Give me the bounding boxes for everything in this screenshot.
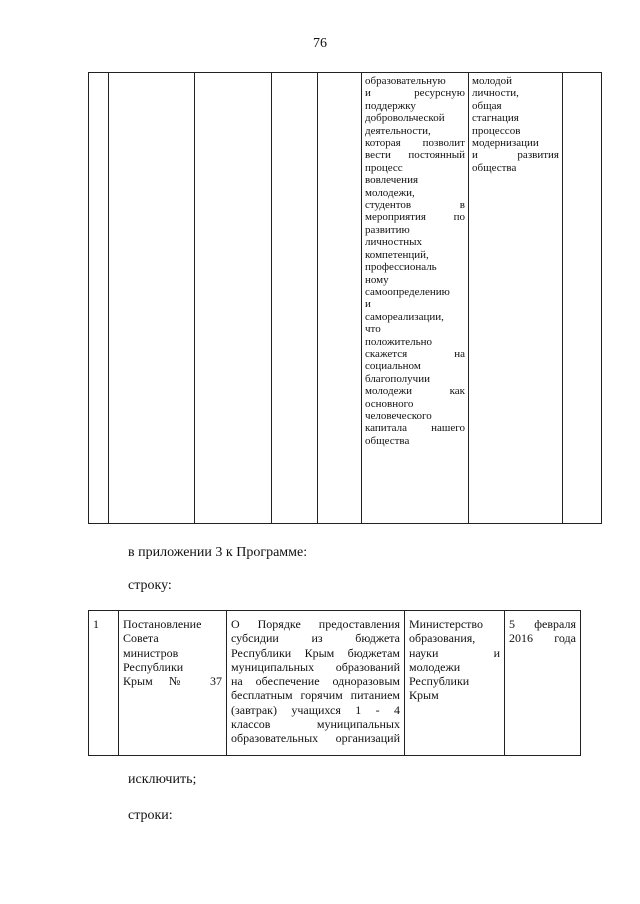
description-line: молодежи как xyxy=(365,385,465,398)
description-line: добровольческой xyxy=(365,112,445,125)
risk-line: и развития xyxy=(472,149,559,162)
title-line: Республики Крым бюджетам xyxy=(231,645,400,660)
description-text xyxy=(362,73,468,447)
executor-line: науки и xyxy=(409,645,500,660)
date-line: 2016 года xyxy=(509,631,576,646)
risk-line: модернизации xyxy=(472,137,539,150)
cell-number xyxy=(89,73,109,524)
cell-date xyxy=(505,611,581,756)
paragraph-exclude: исключить; xyxy=(128,772,197,787)
date-text xyxy=(505,611,580,646)
title-line: образовательных организаций xyxy=(231,731,400,746)
paragraph-rows-label: строки: xyxy=(128,808,173,823)
description-line: вести постоянный xyxy=(365,149,465,162)
cell-title xyxy=(227,611,405,756)
description-line: поддержку xyxy=(365,99,416,112)
description-line: деятельности, xyxy=(365,124,431,137)
risk-line: личности, xyxy=(472,87,519,100)
description-line: образовательную xyxy=(365,75,446,87)
executor-line: образования, xyxy=(409,631,476,646)
executor-line: Министерство xyxy=(409,617,483,631)
risk-line: процессов xyxy=(472,124,521,137)
description-line: процесс xyxy=(365,161,403,174)
document-line: министров xyxy=(123,645,179,660)
description-line: профессиональ xyxy=(365,261,437,274)
row-number: 1 xyxy=(93,617,99,631)
executor-line: молодежи xyxy=(409,659,461,674)
description-line: ному xyxy=(365,273,389,286)
title-line: (завтрак) учащихся 1 - 4 xyxy=(231,702,400,717)
description-line: компетенций, xyxy=(365,248,429,261)
document-line: Крым № 37 xyxy=(123,674,222,689)
paragraph-appendix: в приложении 3 к Программе: xyxy=(128,545,308,560)
appendix-table xyxy=(88,610,581,756)
description-line: положительно xyxy=(365,335,433,348)
description-line: личностных xyxy=(365,236,423,249)
title-line: субсидии из бюджета xyxy=(231,631,400,646)
title-line: бесплатным горячим питанием xyxy=(231,688,400,703)
date-line: 5 февраля xyxy=(509,617,576,631)
description-line: основного xyxy=(365,397,414,410)
cell-executor xyxy=(405,611,505,756)
cell-empty-2 xyxy=(195,73,272,524)
description-line: капитала нашего xyxy=(365,422,465,435)
cell-empty-1 xyxy=(109,73,195,524)
description-line: развитию xyxy=(365,223,410,236)
title-line: на обеспечение одноразовым xyxy=(231,674,400,689)
description-line: молодежи, xyxy=(365,186,415,199)
executor-text xyxy=(405,611,504,703)
cell-empty-3 xyxy=(272,73,318,524)
description-line: что xyxy=(365,323,381,336)
document-line: Республики xyxy=(123,659,184,674)
continuation-table xyxy=(88,72,602,524)
title-line: классов муниципальных xyxy=(231,717,400,732)
risk-line: общая xyxy=(472,99,502,112)
description-line: общества xyxy=(365,434,410,447)
risk-text xyxy=(469,73,562,174)
executor-line: Крым xyxy=(409,688,439,703)
cell-document xyxy=(119,611,227,756)
description-line: и ресурсную xyxy=(365,87,465,100)
page-number: 76 xyxy=(313,36,327,51)
cell-risks xyxy=(469,73,563,524)
executor-line: Республики xyxy=(409,674,470,689)
description-line: студентов в xyxy=(365,199,465,212)
title-line: О Порядке предоставления xyxy=(231,617,400,631)
document-line: Совета xyxy=(123,631,159,646)
cell-row-number xyxy=(89,611,119,756)
description-line: и xyxy=(365,298,371,311)
document-line: Постановление xyxy=(123,617,202,631)
description-line: самоопределению xyxy=(365,285,450,298)
description-line: вовлечения xyxy=(365,174,419,187)
document-text xyxy=(119,611,226,688)
description-line: которая позволит xyxy=(365,137,465,150)
paragraph-row-label: строку: xyxy=(128,578,172,593)
title-text xyxy=(227,611,404,746)
cell-empty-5 xyxy=(563,73,602,524)
title-line: муниципальных образований xyxy=(231,659,400,674)
description-line: благополучии xyxy=(365,372,430,385)
cell-empty-4 xyxy=(318,73,362,524)
description-line: самореализации, xyxy=(365,310,444,323)
description-line: социальном xyxy=(365,360,421,373)
risk-line: молодой xyxy=(472,75,512,87)
description-line: человеческого xyxy=(365,409,432,422)
description-line: мероприятия по xyxy=(365,211,465,224)
description-line: скажется на xyxy=(365,347,465,360)
risk-line: общества xyxy=(472,161,517,174)
risk-line: стагнация xyxy=(472,112,519,125)
cell-description xyxy=(362,73,469,524)
